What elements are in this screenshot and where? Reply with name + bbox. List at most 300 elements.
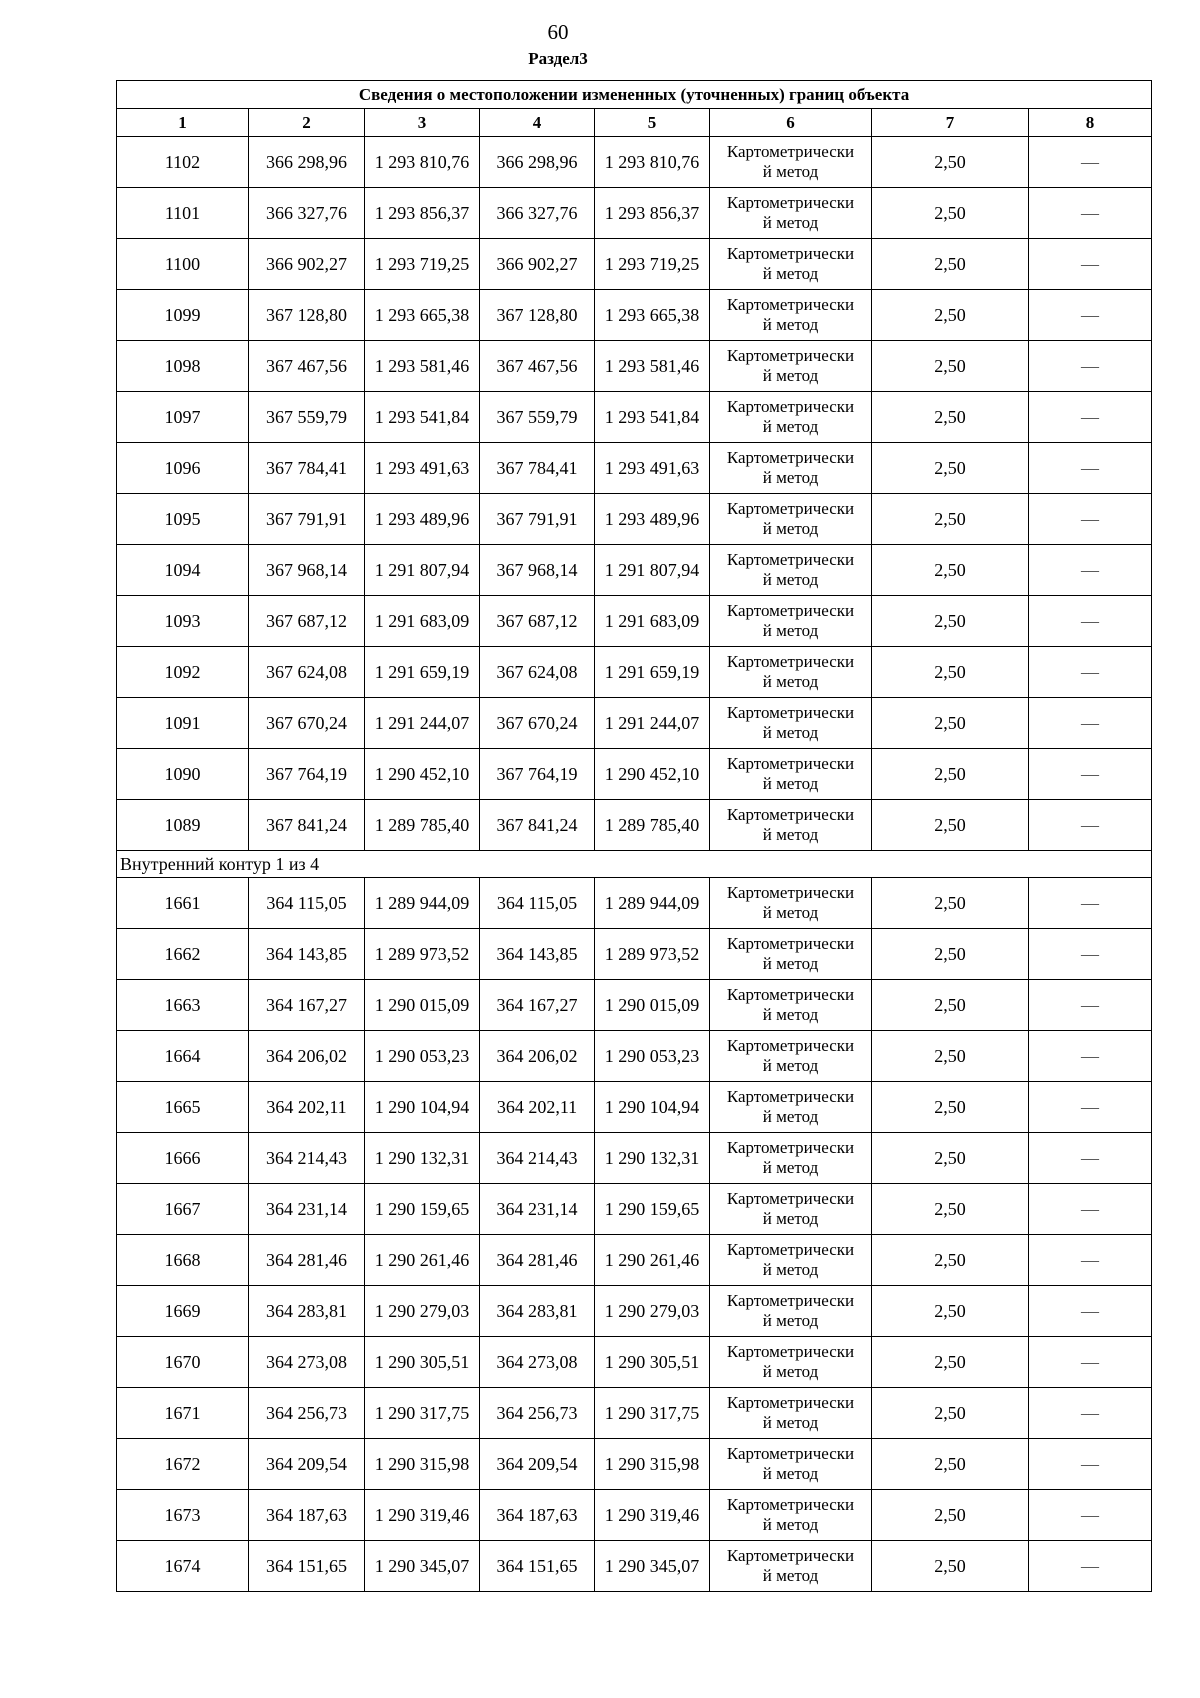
method-cell <box>710 290 872 341</box>
method-text-line2: й метод <box>762 264 819 283</box>
table-row <box>117 1184 1152 1235</box>
accuracy-cell: 2,50 <box>872 239 1029 290</box>
table-row <box>117 290 1152 341</box>
method-text-line2: й метод <box>762 519 819 538</box>
accuracy-cell: 2,50 <box>872 1286 1029 1337</box>
y-new-cell: 1 290 452,10 <box>595 749 710 800</box>
method-text-line2: й метод <box>762 1158 819 1177</box>
y-new-cell: 1 293 665,38 <box>595 290 710 341</box>
description-cell: — <box>1029 341 1152 392</box>
y-old-cell: 1 293 665,38 <box>365 290 480 341</box>
accuracy-cell: 2,50 <box>872 341 1029 392</box>
point-number-cell: 1667 <box>117 1184 249 1235</box>
x-old-cell: 364 206,02 <box>249 1031 365 1082</box>
accuracy-cell: 2,50 <box>872 1133 1029 1184</box>
description-cell: — <box>1029 239 1152 290</box>
y-old-cell: 1 291 683,09 <box>365 596 480 647</box>
accuracy-cell: 2,50 <box>872 800 1029 851</box>
description-cell: — <box>1029 1439 1152 1490</box>
table-title: Сведения о местоположении измененных (уточненных) границ объекта <box>117 81 1152 109</box>
table-row <box>117 749 1152 800</box>
x-new-cell: 364 167,27 <box>480 980 595 1031</box>
description-cell: — <box>1029 1082 1152 1133</box>
description-cell: — <box>1029 494 1152 545</box>
point-number-cell: 1664 <box>117 1031 249 1082</box>
method-text-line1: Картометрически <box>726 985 855 1004</box>
description-cell: — <box>1029 392 1152 443</box>
y-new-cell: 1 293 489,96 <box>595 494 710 545</box>
method-text-line2: й метод <box>762 1566 819 1585</box>
column-header-1: 1 <box>117 109 249 137</box>
table-row <box>117 800 1152 851</box>
x-old-cell: 364 151,65 <box>249 1541 365 1592</box>
y-old-cell: 1 290 053,23 <box>365 1031 480 1082</box>
x-old-cell: 364 167,27 <box>249 980 365 1031</box>
y-new-cell: 1 293 581,46 <box>595 341 710 392</box>
x-new-cell: 367 784,41 <box>480 443 595 494</box>
point-number-cell: 1098 <box>117 341 249 392</box>
description-cell: — <box>1029 980 1152 1031</box>
method-text-line1: Картометрически <box>726 550 855 569</box>
method-text-line2: й метод <box>762 1362 819 1381</box>
method-cell <box>710 749 872 800</box>
column-header-8: 8 <box>1029 109 1152 137</box>
table-row <box>117 1388 1152 1439</box>
y-new-cell: 1 293 491,63 <box>595 443 710 494</box>
method-text-line1: Картометрически <box>726 295 855 314</box>
method-text-line1: Картометрически <box>726 601 855 620</box>
y-old-cell: 1 291 659,19 <box>365 647 480 698</box>
table-row <box>117 1031 1152 1082</box>
x-new-cell: 364 206,02 <box>480 1031 595 1082</box>
method-text-line2: й метод <box>762 954 819 973</box>
table-row <box>117 1286 1152 1337</box>
method-text-line1: Картометрически <box>726 397 855 416</box>
method-text-line1: Картометрически <box>726 1444 855 1463</box>
point-number-cell: 1101 <box>117 188 249 239</box>
y-old-cell: 1 290 015,09 <box>365 980 480 1031</box>
y-old-cell: 1 290 305,51 <box>365 1337 480 1388</box>
accuracy-cell: 2,50 <box>872 290 1029 341</box>
method-text-line1: Картометрически <box>726 1036 855 1055</box>
description-cell: — <box>1029 647 1152 698</box>
method-cell <box>710 1541 872 1592</box>
table-row <box>117 1133 1152 1184</box>
point-number-cell: 1674 <box>117 1541 249 1592</box>
page-number: 60 <box>547 20 569 44</box>
y-old-cell: 1 290 104,94 <box>365 1082 480 1133</box>
method-cell <box>710 1082 872 1133</box>
accuracy-cell: 2,50 <box>872 647 1029 698</box>
method-text-line2: й метод <box>762 672 819 691</box>
y-new-cell: 1 290 159,65 <box>595 1184 710 1235</box>
method-text-line1: Картометрически <box>726 805 855 824</box>
x-new-cell: 367 687,12 <box>480 596 595 647</box>
method-text-line1: Картометрически <box>726 1495 855 1514</box>
y-new-cell: 1 290 053,23 <box>595 1031 710 1082</box>
x-old-cell: 367 128,80 <box>249 290 365 341</box>
x-new-cell: 364 231,14 <box>480 1184 595 1235</box>
x-new-cell: 367 128,80 <box>480 290 595 341</box>
x-new-cell: 366 298,96 <box>480 137 595 188</box>
y-new-cell: 1 291 244,07 <box>595 698 710 749</box>
description-cell: — <box>1029 545 1152 596</box>
table-row <box>117 443 1152 494</box>
x-new-cell: 367 624,08 <box>480 647 595 698</box>
method-text-line2: й метод <box>762 723 819 742</box>
method-text-line2: й метод <box>762 417 819 436</box>
method-text-line2: й метод <box>762 1260 819 1279</box>
column-header-3: 3 <box>365 109 480 137</box>
table-row <box>117 698 1152 749</box>
table-row <box>117 137 1152 188</box>
x-old-cell: 367 784,41 <box>249 443 365 494</box>
method-text-line2: й метод <box>762 1515 819 1534</box>
y-old-cell: 1 290 317,75 <box>365 1388 480 1439</box>
accuracy-cell: 2,50 <box>872 1184 1029 1235</box>
y-old-cell: 1 290 132,31 <box>365 1133 480 1184</box>
method-text-line1: Картометрически <box>726 1342 855 1361</box>
method-text-line2: й метод <box>762 315 819 334</box>
accuracy-cell: 2,50 <box>872 698 1029 749</box>
table-row <box>117 1235 1152 1286</box>
table-row <box>117 596 1152 647</box>
table-row <box>117 929 1152 980</box>
table-row <box>117 878 1152 929</box>
method-cell <box>710 1184 872 1235</box>
x-old-cell: 364 115,05 <box>249 878 365 929</box>
method-cell <box>710 1133 872 1184</box>
method-text-line2: й метод <box>762 1413 819 1432</box>
point-number-cell: 1102 <box>117 137 249 188</box>
x-new-cell: 367 467,56 <box>480 341 595 392</box>
y-new-cell: 1 290 315,98 <box>595 1439 710 1490</box>
accuracy-cell: 2,50 <box>872 1031 1029 1082</box>
accuracy-cell: 2,50 <box>872 1490 1029 1541</box>
x-new-cell: 364 143,85 <box>480 929 595 980</box>
description-cell: — <box>1029 443 1152 494</box>
table-row <box>117 188 1152 239</box>
accuracy-cell: 2,50 <box>872 188 1029 239</box>
point-number-cell: 1095 <box>117 494 249 545</box>
method-text-line2: й метод <box>762 570 819 589</box>
method-text-line1: Картометрически <box>726 1291 855 1310</box>
point-number-cell: 1672 <box>117 1439 249 1490</box>
x-new-cell: 364 202,11 <box>480 1082 595 1133</box>
y-new-cell: 1 291 807,94 <box>595 545 710 596</box>
x-new-cell: 364 283,81 <box>480 1286 595 1337</box>
y-new-cell: 1 289 785,40 <box>595 800 710 851</box>
method-text-line1: Картометрически <box>726 1240 855 1259</box>
table-row <box>117 341 1152 392</box>
x-old-cell: 366 902,27 <box>249 239 365 290</box>
y-old-cell: 1 293 581,46 <box>365 341 480 392</box>
table-row <box>117 1439 1152 1490</box>
y-new-cell: 1 293 810,76 <box>595 137 710 188</box>
y-new-cell: 1 290 132,31 <box>595 1133 710 1184</box>
x-old-cell: 367 687,12 <box>249 596 365 647</box>
x-new-cell: 367 670,24 <box>480 698 595 749</box>
point-number-cell: 1665 <box>117 1082 249 1133</box>
y-new-cell: 1 290 319,46 <box>595 1490 710 1541</box>
x-new-cell: 364 273,08 <box>480 1337 595 1388</box>
description-cell: — <box>1029 1031 1152 1082</box>
point-number-cell: 1089 <box>117 800 249 851</box>
method-cell <box>710 800 872 851</box>
method-cell <box>710 188 872 239</box>
method-cell <box>710 1388 872 1439</box>
method-cell <box>710 1031 872 1082</box>
method-cell <box>710 1337 872 1388</box>
x-new-cell: 367 968,14 <box>480 545 595 596</box>
method-cell <box>710 137 872 188</box>
method-text-line1: Картометрически <box>726 1189 855 1208</box>
description-cell: — <box>1029 596 1152 647</box>
y-new-cell: 1 289 944,09 <box>595 878 710 929</box>
table-row <box>117 647 1152 698</box>
table-row <box>117 545 1152 596</box>
y-new-cell: 1 289 973,52 <box>595 929 710 980</box>
x-old-cell: 364 187,63 <box>249 1490 365 1541</box>
x-old-cell: 367 467,56 <box>249 341 365 392</box>
method-text-line1: Картометрически <box>726 1393 855 1412</box>
accuracy-cell: 2,50 <box>872 137 1029 188</box>
table-body <box>117 137 1152 1592</box>
point-number-cell: 1093 <box>117 596 249 647</box>
description-cell: — <box>1029 290 1152 341</box>
x-old-cell: 364 143,85 <box>249 929 365 980</box>
description-cell: — <box>1029 137 1152 188</box>
method-text-line2: й метод <box>762 1056 819 1075</box>
method-text-line2: й метод <box>762 213 819 232</box>
y-new-cell: 1 293 856,37 <box>595 188 710 239</box>
point-number-cell: 1670 <box>117 1337 249 1388</box>
method-cell <box>710 239 872 290</box>
x-new-cell: 364 214,43 <box>480 1133 595 1184</box>
x-old-cell: 364 209,54 <box>249 1439 365 1490</box>
y-old-cell: 1 290 452,10 <box>365 749 480 800</box>
method-text-line1: Картометрически <box>726 448 855 467</box>
section-title: Раздел3 <box>528 49 588 68</box>
x-new-cell: 367 841,24 <box>480 800 595 851</box>
method-text-line1: Картометрически <box>726 1546 855 1565</box>
method-cell <box>710 698 872 749</box>
column-header-4: 4 <box>480 109 595 137</box>
description-cell: — <box>1029 929 1152 980</box>
description-cell: — <box>1029 1184 1152 1235</box>
point-number-cell: 1662 <box>117 929 249 980</box>
y-old-cell: 1 293 489,96 <box>365 494 480 545</box>
x-old-cell: 367 968,14 <box>249 545 365 596</box>
y-new-cell: 1 290 279,03 <box>595 1286 710 1337</box>
y-old-cell: 1 289 973,52 <box>365 929 480 980</box>
y-new-cell: 1 290 345,07 <box>595 1541 710 1592</box>
method-text-line1: Картометрически <box>726 754 855 773</box>
method-text-line2: й метод <box>762 1311 819 1330</box>
method-text-line1: Картометрически <box>726 1087 855 1106</box>
point-number-cell: 1097 <box>117 392 249 443</box>
x-old-cell: 367 841,24 <box>249 800 365 851</box>
method-text-line2: й метод <box>762 1209 819 1228</box>
x-old-cell: 367 559,79 <box>249 392 365 443</box>
description-cell: — <box>1029 698 1152 749</box>
x-new-cell: 364 281,46 <box>480 1235 595 1286</box>
method-text-line2: й метод <box>762 468 819 487</box>
x-old-cell: 367 670,24 <box>249 698 365 749</box>
accuracy-cell: 2,50 <box>872 1337 1029 1388</box>
y-old-cell: 1 293 856,37 <box>365 188 480 239</box>
x-new-cell: 364 209,54 <box>480 1439 595 1490</box>
method-text-line1: Картометрически <box>726 142 855 161</box>
point-number-cell: 1099 <box>117 290 249 341</box>
description-cell: — <box>1029 800 1152 851</box>
y-old-cell: 1 290 315,98 <box>365 1439 480 1490</box>
x-old-cell: 366 298,96 <box>249 137 365 188</box>
table-row <box>117 392 1152 443</box>
x-new-cell: 367 791,91 <box>480 494 595 545</box>
method-text-line1: Картометрически <box>726 1138 855 1157</box>
y-old-cell: 1 291 244,07 <box>365 698 480 749</box>
column-header-2: 2 <box>249 109 365 137</box>
accuracy-cell: 2,50 <box>872 1082 1029 1133</box>
description-cell: — <box>1029 1388 1152 1439</box>
method-text-line2: й метод <box>762 621 819 640</box>
description-cell: — <box>1029 749 1152 800</box>
point-number-cell: 1663 <box>117 980 249 1031</box>
method-cell <box>710 1235 872 1286</box>
point-number-cell: 1091 <box>117 698 249 749</box>
point-number-cell: 1096 <box>117 443 249 494</box>
table-row <box>117 980 1152 1031</box>
description-cell: — <box>1029 1541 1152 1592</box>
point-number-cell: 1094 <box>117 545 249 596</box>
method-text-line2: й метод <box>762 162 819 181</box>
method-cell <box>710 647 872 698</box>
y-new-cell: 1 290 261,46 <box>595 1235 710 1286</box>
description-cell: — <box>1029 1337 1152 1388</box>
accuracy-cell: 2,50 <box>872 1235 1029 1286</box>
accuracy-cell: 2,50 <box>872 1541 1029 1592</box>
x-old-cell: 364 281,46 <box>249 1235 365 1286</box>
column-header-7: 7 <box>872 109 1029 137</box>
method-text-line1: Картометрически <box>726 883 855 902</box>
accuracy-cell: 2,50 <box>872 545 1029 596</box>
method-cell <box>710 596 872 647</box>
accuracy-cell: 2,50 <box>872 392 1029 443</box>
contour-label-row <box>117 851 1152 878</box>
method-text-line2: й метод <box>762 1464 819 1483</box>
table-row <box>117 1082 1152 1133</box>
method-cell <box>710 1286 872 1337</box>
y-old-cell: 1 293 491,63 <box>365 443 480 494</box>
point-number-cell: 1092 <box>117 647 249 698</box>
method-text-line2: й метод <box>762 366 819 385</box>
accuracy-cell: 2,50 <box>872 929 1029 980</box>
accuracy-cell: 2,50 <box>872 749 1029 800</box>
accuracy-cell: 2,50 <box>872 596 1029 647</box>
method-text-line1: Картометрически <box>726 703 855 722</box>
y-new-cell: 1 291 683,09 <box>595 596 710 647</box>
point-number-cell: 1100 <box>117 239 249 290</box>
y-new-cell: 1 290 305,51 <box>595 1337 710 1388</box>
description-cell: — <box>1029 1286 1152 1337</box>
accuracy-cell: 2,50 <box>872 878 1029 929</box>
x-old-cell: 367 764,19 <box>249 749 365 800</box>
method-text-line1: Картометрически <box>726 346 855 365</box>
x-old-cell: 364 231,14 <box>249 1184 365 1235</box>
y-old-cell: 1 290 279,03 <box>365 1286 480 1337</box>
point-number-cell: 1668 <box>117 1235 249 1286</box>
accuracy-cell: 2,50 <box>872 1388 1029 1439</box>
description-cell: — <box>1029 1490 1152 1541</box>
x-new-cell: 364 256,73 <box>480 1388 595 1439</box>
description-cell: — <box>1029 878 1152 929</box>
accuracy-cell: 2,50 <box>872 494 1029 545</box>
method-cell <box>710 545 872 596</box>
y-new-cell: 1 290 015,09 <box>595 980 710 1031</box>
x-old-cell: 367 791,91 <box>249 494 365 545</box>
accuracy-cell: 2,50 <box>872 980 1029 1031</box>
method-cell <box>710 929 872 980</box>
x-old-cell: 366 327,76 <box>249 188 365 239</box>
table-row <box>117 239 1152 290</box>
x-old-cell: 364 273,08 <box>249 1337 365 1388</box>
method-text-line1: Картометрически <box>726 652 855 671</box>
y-old-cell: 1 290 261,46 <box>365 1235 480 1286</box>
table-row <box>117 1541 1152 1592</box>
y-new-cell: 1 293 719,25 <box>595 239 710 290</box>
method-text-line1: Картометрически <box>726 499 855 518</box>
x-old-cell: 364 202,11 <box>249 1082 365 1133</box>
y-old-cell: 1 289 785,40 <box>365 800 480 851</box>
method-cell <box>710 443 872 494</box>
point-number-cell: 1671 <box>117 1388 249 1439</box>
method-text-line2: й метод <box>762 774 819 793</box>
y-new-cell: 1 290 317,75 <box>595 1388 710 1439</box>
y-old-cell: 1 293 719,25 <box>365 239 480 290</box>
table-row <box>117 494 1152 545</box>
x-new-cell: 364 115,05 <box>480 878 595 929</box>
method-cell <box>710 392 872 443</box>
contour-label: Внутренний контур 1 из 4 <box>117 851 1152 878</box>
method-cell <box>710 1439 872 1490</box>
table-row <box>117 1490 1152 1541</box>
y-old-cell: 1 291 807,94 <box>365 545 480 596</box>
description-cell: — <box>1029 1235 1152 1286</box>
y-new-cell: 1 291 659,19 <box>595 647 710 698</box>
y-old-cell: 1 290 345,07 <box>365 1541 480 1592</box>
method-cell <box>710 980 872 1031</box>
y-old-cell: 1 290 319,46 <box>365 1490 480 1541</box>
point-number-cell: 1661 <box>117 878 249 929</box>
y-old-cell: 1 289 944,09 <box>365 878 480 929</box>
y-new-cell: 1 290 104,94 <box>595 1082 710 1133</box>
method-text-line2: й метод <box>762 1005 819 1024</box>
method-text-line2: й метод <box>762 1107 819 1126</box>
method-text-line1: Картометрически <box>726 193 855 212</box>
point-number-cell: 1666 <box>117 1133 249 1184</box>
x-old-cell: 367 624,08 <box>249 647 365 698</box>
x-old-cell: 364 214,43 <box>249 1133 365 1184</box>
y-old-cell: 1 293 541,84 <box>365 392 480 443</box>
x-old-cell: 364 256,73 <box>249 1388 365 1439</box>
method-cell <box>710 494 872 545</box>
point-number-cell: 1090 <box>117 749 249 800</box>
accuracy-cell: 2,50 <box>872 443 1029 494</box>
x-old-cell: 364 283,81 <box>249 1286 365 1337</box>
x-new-cell: 364 187,63 <box>480 1490 595 1541</box>
boundary-coordinates-table <box>116 80 1152 1592</box>
